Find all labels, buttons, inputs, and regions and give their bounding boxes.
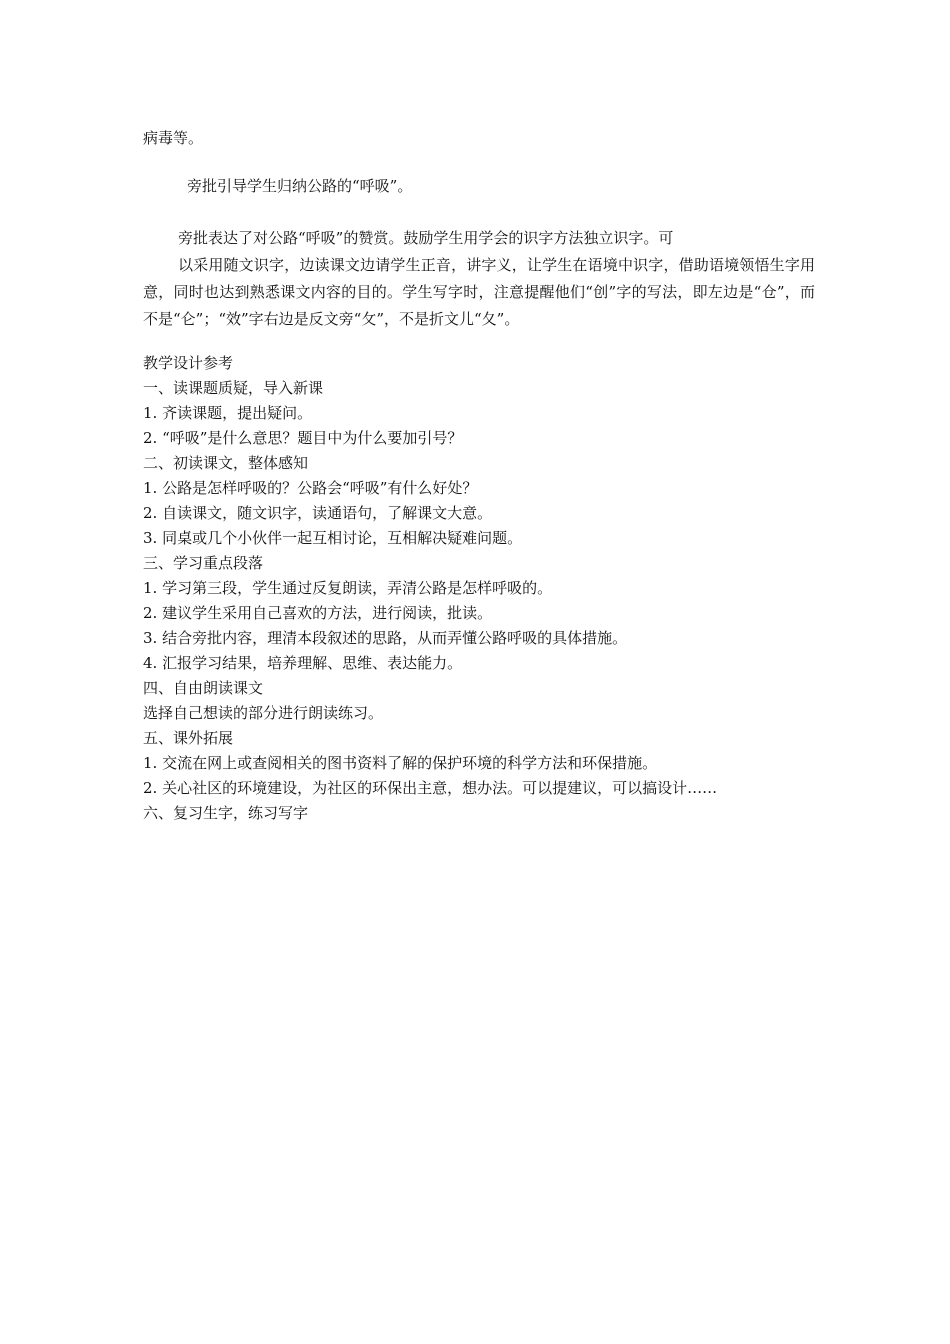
outline-item: 2. 建议学生采用自己喜欢的方法，进行阅读，批读。 bbox=[143, 604, 493, 622]
outline-item: 1. 公路是怎样呼吸的？公路会“呼吸”有什么好处？ bbox=[143, 479, 478, 497]
annotation-paragraph-1: 旁批引导学生归纳公路的“呼吸”。 bbox=[187, 177, 413, 195]
outline-section-title: 五、课外拓展 bbox=[143, 729, 234, 747]
outline-item: 选择自己想读的部分进行朗读练习。 bbox=[143, 704, 384, 722]
outline-item: 3. 同桌或几个小伙伴一起互相讨论，互相解决疑难问题。 bbox=[143, 529, 523, 547]
outline-item: 2. 关心社区的环境建设，为社区的环保出主意，想办法。可以提建议，可以搞设计…… bbox=[143, 779, 718, 797]
outline-item: 1. 齐读课题，提出疑问。 bbox=[143, 404, 313, 422]
outline-section-title: 二、初读课文，整体感知 bbox=[143, 454, 309, 472]
outline-item: 3. 结合旁批内容，理清本段叙述的思路，从而弄懂公路呼吸的具体措施。 bbox=[143, 629, 628, 647]
outline-section-title: 六、复习生字，练习写字 bbox=[143, 804, 309, 822]
annotation-paragraph-2 bbox=[143, 225, 815, 333]
outline-item: 4. 汇报学习结果，培养理解、思维、表达能力。 bbox=[143, 654, 463, 672]
annotation-paragraph-2-first-line: 旁批表达了对公路“呼吸”的赞赏。鼓励学生用学会的识字方法独立识字。可 bbox=[178, 229, 674, 247]
outline-section-title: 四、自由朗读课文 bbox=[143, 679, 264, 697]
outline-section-title: 三、学习重点段落 bbox=[143, 554, 264, 572]
annotation-paragraph-2-body: 以采用随文识字，边读课文边请学生正音，讲字义，让学生在语境中识字，借助语境领悟生字用意，同时也达到熟悉课文内容的目的。学生写字时，注意提醒他们“创”字的写法，即左边是“仓”，而不是“仑”；“效”字右边是反文旁“攵”，不是折文儿“夂”。 bbox=[143, 256, 815, 328]
outline-item: 1. 交流在网上或查阅相关的图书资料了解的保护环境的科学方法和环保措施。 bbox=[143, 754, 658, 772]
outline-item: 2. “呼吸”是什么意思？题目中为什么要加引号？ bbox=[143, 429, 463, 447]
top-fragment-text: 病毒等。 bbox=[143, 129, 204, 147]
outline-item: 2. 自读课文，随文识字，读通语句，了解课文大意。 bbox=[143, 504, 493, 522]
outline-item: 1. 学习第三段，学生通过反复朗读，弄清公路是怎样呼吸的。 bbox=[143, 579, 553, 597]
lesson-plan-outline bbox=[143, 351, 823, 826]
outline-section-title: 一、读课题质疑，导入新课 bbox=[143, 379, 324, 397]
outline-heading: 教学设计参考 bbox=[143, 354, 234, 372]
